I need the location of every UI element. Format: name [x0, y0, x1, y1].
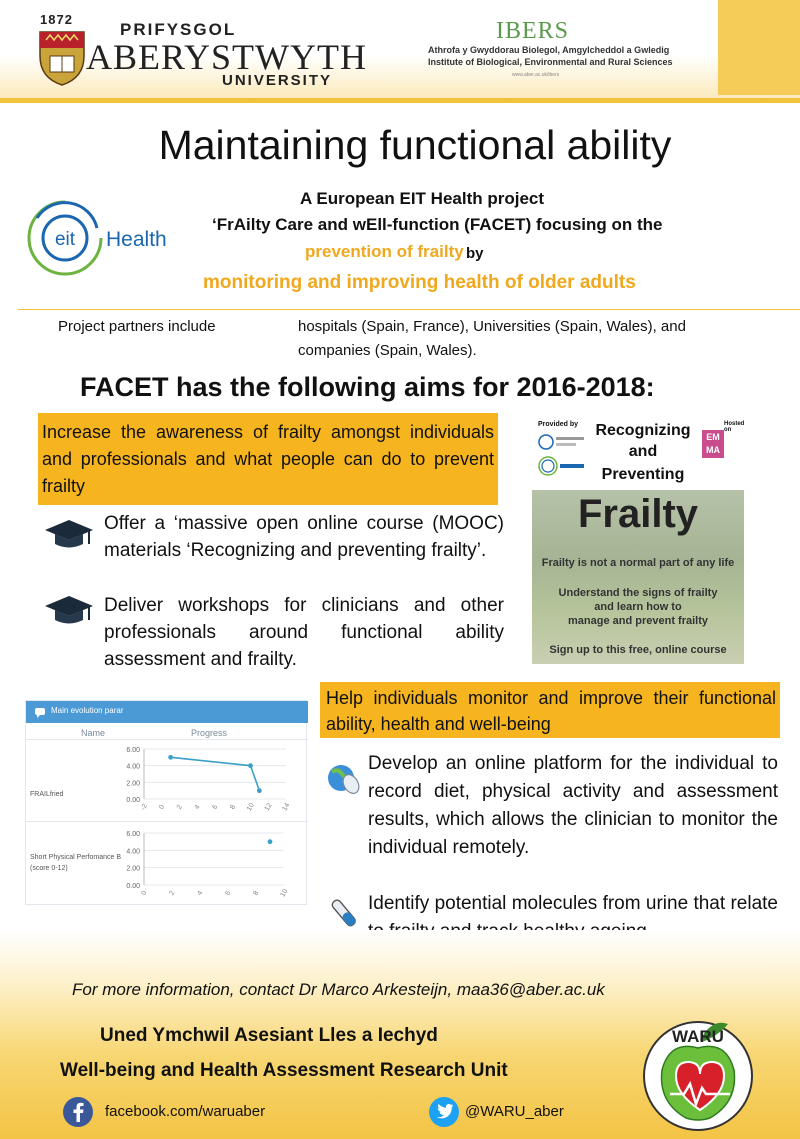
mooc-line5: Sign up to this free, online course [549, 644, 727, 656]
subtitle-line4: monitoring and improving health of older adults [203, 272, 636, 293]
mooc-advert [532, 414, 744, 664]
eit-health-logo-icon [25, 198, 105, 278]
aim1-bullet-workshops: Deliver workshops for clinicians and other professionals around functional ability assessment and frailty. [104, 595, 504, 670]
chart-x-tick-label: 10 [279, 888, 290, 899]
mooc-provider-logos-icon [536, 432, 588, 480]
subtitle-by: by [466, 245, 484, 262]
chart-y-tick-label: 2.00 [126, 865, 140, 873]
chart-row2-subname: (score 0-12) [30, 865, 68, 872]
eit-health-text: Health [106, 228, 167, 251]
evolution-chart-panel [25, 700, 307, 905]
emma-logo: EM MA [702, 430, 724, 458]
aim1-bullet-mooc: Offer a ‘massive open online course (MOOC) materials ‘Recognizing and preventing frailty’. [104, 513, 504, 561]
chart-row1-name: FRAILfried [30, 791, 64, 798]
chart-y-tick-label: 0.00 [126, 797, 140, 804]
partners-line1: hospitals (Spain, France), Universities (Spain, Wales), and [298, 318, 686, 335]
evolution-charts [26, 701, 308, 906]
chart-x-tick-label: 8 [252, 889, 261, 897]
partners-line2: companies (Spain, Wales). [298, 342, 477, 359]
chart-y-tick-label: 6.00 [126, 747, 140, 754]
subtitle-line1: A European EIT Health project [300, 189, 545, 208]
chart-y-tick-label: 4.00 [126, 763, 140, 771]
chart-panel-title: Main evolution parar [51, 706, 124, 715]
corner-accent [718, 0, 800, 95]
mooc-provided-by: Provided by [538, 421, 579, 428]
mooc-hosted-on: Hosted on [724, 421, 745, 433]
eit-logo-text: eit [54, 229, 76, 250]
page-title: Maintaining functional ability [158, 122, 672, 168]
chart-x-tick-label: 0 [140, 889, 149, 897]
chart-y-tick-label: 2.00 [126, 780, 140, 788]
mooc-line3: and learn how to [594, 601, 682, 613]
subtitle-line2: ‘FrAilty Care and wEll-function (FACET) focusing on the [212, 215, 663, 234]
chart-x-tick-label: 4 [196, 889, 205, 897]
facebook-link[interactable]: facebook.com/waruaber [105, 1103, 266, 1120]
chart-x-tick-label: 12 [263, 802, 274, 813]
test-tube-icon [328, 898, 362, 932]
aberystwyth-university: UNIVERSITY [222, 72, 333, 89]
contact-info: For more information, contact Dr Marco Arkesteijn, maa36@aber.ac.uk [72, 980, 605, 999]
aim2-box: Help individuals monitor and improve their functional ability, health and well-being [320, 682, 780, 738]
aims-heading: FACET has the following aims for 2016-2018: [80, 372, 655, 402]
aberystwyth-prifysgol: PRIFYSGOL [120, 20, 237, 39]
chart-data-point [248, 763, 253, 768]
ibers-logo-text: IBERS [496, 18, 570, 44]
chart-x-tick-label: 10 [245, 802, 256, 813]
chart-y-tick-label: 0.00 [126, 883, 140, 890]
partners-label: Project partners include [58, 318, 216, 335]
waru-logo-text: WARU [672, 1027, 724, 1046]
chart-series-line [171, 757, 260, 790]
aim1-box: Increase the awareness of frailty amongst individuals and professionals and what people can do to prevent frailty [38, 413, 498, 505]
chart-x-tick-label: 2 [175, 803, 184, 811]
header-rule [0, 98, 800, 103]
mooc-frailty-title: Frailty [577, 492, 699, 536]
mooc-heading-3: Preventing [601, 466, 685, 483]
mooc-line4: manage and prevent frailty [568, 615, 708, 627]
twitter-link[interactable]: @WARU_aber [465, 1103, 564, 1120]
mooc-line2: Understand the signs of frailty [558, 587, 718, 599]
ibers-english-line: Institute of Biological, Environmental and Rural Sciences [428, 57, 673, 67]
subtitle-line3: prevention of frailty [305, 242, 464, 261]
twitter-icon [428, 1096, 460, 1128]
graduation-cap-icon [44, 518, 94, 552]
chart-x-tick-label: 6 [211, 803, 220, 811]
mooc-heading-1: Recognizing [595, 422, 691, 439]
chart-data-point [268, 839, 273, 844]
aberystwyth-crest-icon [38, 30, 86, 86]
waru-welsh-name: Uned Ymchwil Asesiant Lles a Iechyd [100, 1025, 438, 1046]
aberystwyth-year: 1872 [40, 12, 73, 27]
facebook-icon [62, 1096, 94, 1128]
chart-row2-name: Short Physical Perfomance B [30, 854, 122, 861]
graduation-cap-icon [44, 594, 94, 628]
waru-english-name: Well-being and Health Assessment Research Unit [60, 1060, 508, 1081]
chart-y-tick-label: 6.00 [126, 831, 140, 838]
chart-x-tick-label: -2 [139, 802, 150, 812]
waru-apple-logo-icon [640, 1010, 760, 1134]
mooc-line1: Frailty is not a normal part of any life [541, 557, 735, 569]
chart-col-progress: Progress [191, 728, 228, 738]
partners-rule [18, 309, 800, 310]
aim2-bullet-molecules: Identify potential molecules from urine that relate [368, 893, 778, 914]
chart-data-point [168, 755, 173, 760]
chart-col-name: Name [81, 728, 106, 738]
aim2-bullet-platform: Develop an online platform for the individual to record diet, physical activity and assessment results, which allows the clinician to monitor the individual remotely. [368, 753, 778, 858]
ibers-url: www.aber.ac.uk/ibers [512, 72, 560, 78]
computer-mouse-icon [326, 762, 362, 796]
chart-y-tick-label: 4.00 [126, 848, 140, 856]
ibers-welsh-line: Athrofa y Gwyddorau Biolegol, Amgylcheddol a Gwledig [428, 45, 670, 55]
aberystwyth-name: ABERYSTWYTH [86, 37, 367, 77]
chart-x-tick-label: 0 [158, 803, 167, 811]
chart-x-tick-label: 8 [229, 803, 238, 811]
chart-data-point [257, 788, 262, 793]
chart-x-tick-label: 14 [281, 802, 292, 813]
chart-x-tick-label: 4 [193, 803, 202, 811]
chart-x-tick-label: 2 [168, 889, 177, 897]
mooc-heading-2: and [628, 443, 658, 460]
chart-x-tick-label: 6 [224, 889, 233, 897]
